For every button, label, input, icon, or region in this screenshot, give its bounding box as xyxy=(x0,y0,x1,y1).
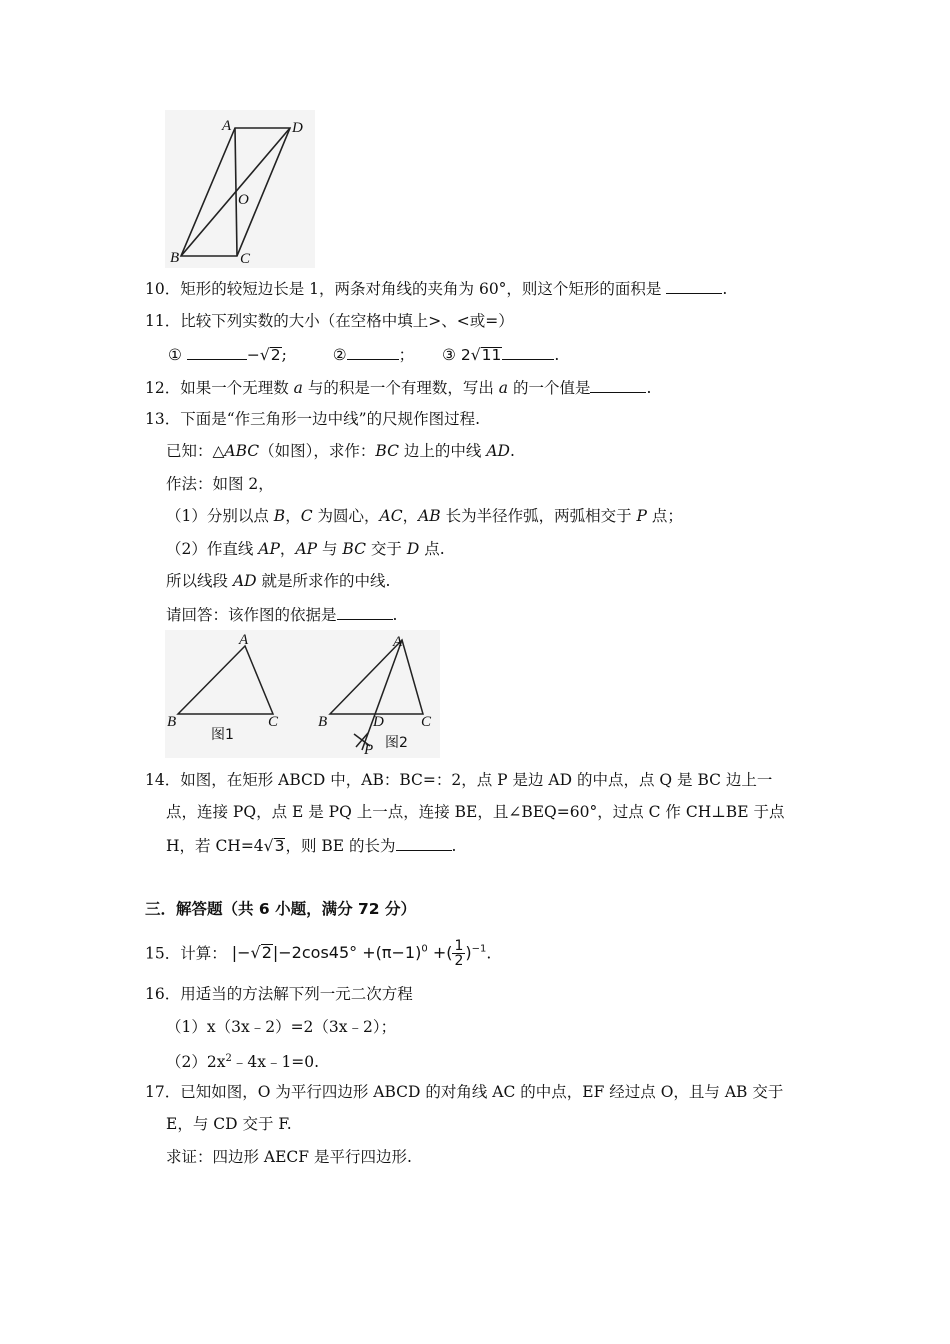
question-17 xyxy=(145,1081,783,1103)
question-number: 15． xyxy=(145,944,181,963)
question-12: 12．如果一个无理数 a 与的积是一个有理数，写出 a 的一个值是 . xyxy=(145,376,651,399)
answer-blank-3[interactable] xyxy=(502,343,554,360)
question-text: 矩形的较短边长是 1，两条对角线的夹角为 60°，则这个矩形的面积是 xyxy=(180,280,667,298)
question-number: 11． xyxy=(145,312,181,330)
question-14-line-3: H，若 CH=4√3，则 BE 的长为 . xyxy=(166,834,456,857)
question-13-step-2: （2）作直线 AP，AP 与 BC 交于 D 点. xyxy=(166,540,445,558)
answer-blank-1[interactable] xyxy=(187,343,247,360)
question-text: 比较下列实数的大小（在空格中填上>、<或=） xyxy=(180,312,514,330)
question-text-line-1: 已知如图，O 为平行四边形 ABCD 的对角线 AC 的中点，EF 经过点 O，且与 AB 交于 xyxy=(180,1083,784,1101)
fig2-b-label: B xyxy=(318,714,328,730)
question-number: 16． xyxy=(145,985,181,1003)
question-13-ask: 请回答：该作图的依据是 . xyxy=(166,603,397,626)
answer-blank[interactable] xyxy=(666,277,722,294)
question-17-line-3: 求证：四边形 AECF 是平行四边形. xyxy=(166,1148,412,1166)
triangle-figures xyxy=(165,630,440,758)
question-11 xyxy=(145,310,514,332)
question-17-line-2: E，与 CD 交于 F. xyxy=(166,1115,292,1133)
answer-blank[interactable] xyxy=(337,603,393,620)
fig1-a-label: A xyxy=(239,632,249,648)
question-16-part-1: （1）x（3x﹣2）=2（3x﹣2）； xyxy=(166,1018,397,1036)
fig1-c-label: C xyxy=(268,714,279,730)
question-text: 用适当的方法解下列一元二次方程 xyxy=(180,985,413,1003)
question-13-conclusion: 所以线段 AD 就是所求作的中线. xyxy=(166,572,391,590)
question-number: 17． xyxy=(145,1083,181,1101)
sqrt-3: √3 xyxy=(263,837,285,855)
vertex-c-label: C xyxy=(240,251,251,267)
question-11-choices: ① −√2; ② ； ③ 2√11 . xyxy=(168,343,559,366)
vertex-a-label: A xyxy=(222,118,232,134)
answer-blank[interactable] xyxy=(590,376,646,393)
question-text-line-1: 如图，在矩形 ABCD 中，AB：BC=：2，点 P 是边 AD 的中点，点 Q 是 BC 边上一 xyxy=(180,771,773,789)
fig1-caption: 图1 xyxy=(211,727,234,743)
expression-formula: $|-√2|-2\cos 45^\circ +(\pi-1)^0$ +( $\frac{1}{2}$ )$^{-1}$ xyxy=(231,938,487,970)
vertex-b-label: B xyxy=(170,250,180,266)
question-10: 10．矩形的较短边长是 1，两条对角线的夹角为 60°，则这个矩形的面积是 . xyxy=(145,277,727,300)
question-text: 下面是“作三角形一边中线”的尺规作图过程. xyxy=(180,410,481,428)
question-15: 15．计算： $|-√2|-2\cos 45^\circ +(\pi-1)^0$ +( $\frac{1}{2}$ )$^{-1}$. xyxy=(145,938,492,970)
question-13-step-1: （1）分别以点 B，C 为圆心，AC，AB 长为半径作弧，两弧相交于 P 点； xyxy=(166,507,683,525)
answer-blank-2[interactable] xyxy=(347,343,399,360)
question-number: 13． xyxy=(145,410,181,428)
question-16-part-2: $(2)2x^2﹣4x﹣1=0$. xyxy=(166,1053,320,1072)
question-14-line-2: 点，连接 PQ，点 E 是 PQ 上一点，连接 BE，且∠BEQ=60°，过点 C 作 CH⊥BE 于点 xyxy=(166,803,785,821)
question-number: 12． xyxy=(145,379,181,397)
question-13-method: 作法：如图 2， xyxy=(166,475,274,493)
question-14 xyxy=(145,769,772,791)
fig2-d-label: D xyxy=(373,714,384,730)
sqrt-2: √2 xyxy=(259,346,281,364)
vertex-d-label: D xyxy=(292,120,303,136)
fig2-c-label: C xyxy=(421,714,432,730)
center-o-label: O xyxy=(238,192,249,208)
fig2-a-label: A xyxy=(393,634,403,650)
question-13 xyxy=(145,408,480,430)
question-13-given: 已知：△ABC（如图），求作：BC 边上的中线 AD. xyxy=(166,442,515,460)
answer-blank[interactable] xyxy=(396,834,452,851)
two-sqrt-11: 2√11 xyxy=(460,346,502,364)
question-number: 10． xyxy=(145,280,181,298)
fig2-p-label: P xyxy=(364,742,374,758)
section-heading: 三．解答题（共 6 小题，满分 72 分） xyxy=(145,900,416,918)
fig1-b-label: B xyxy=(167,714,177,730)
question-number: 14． xyxy=(145,771,181,789)
question-16 xyxy=(145,983,413,1005)
parallelogram-figure xyxy=(165,110,315,268)
fig2-caption: 图2 xyxy=(385,735,408,751)
